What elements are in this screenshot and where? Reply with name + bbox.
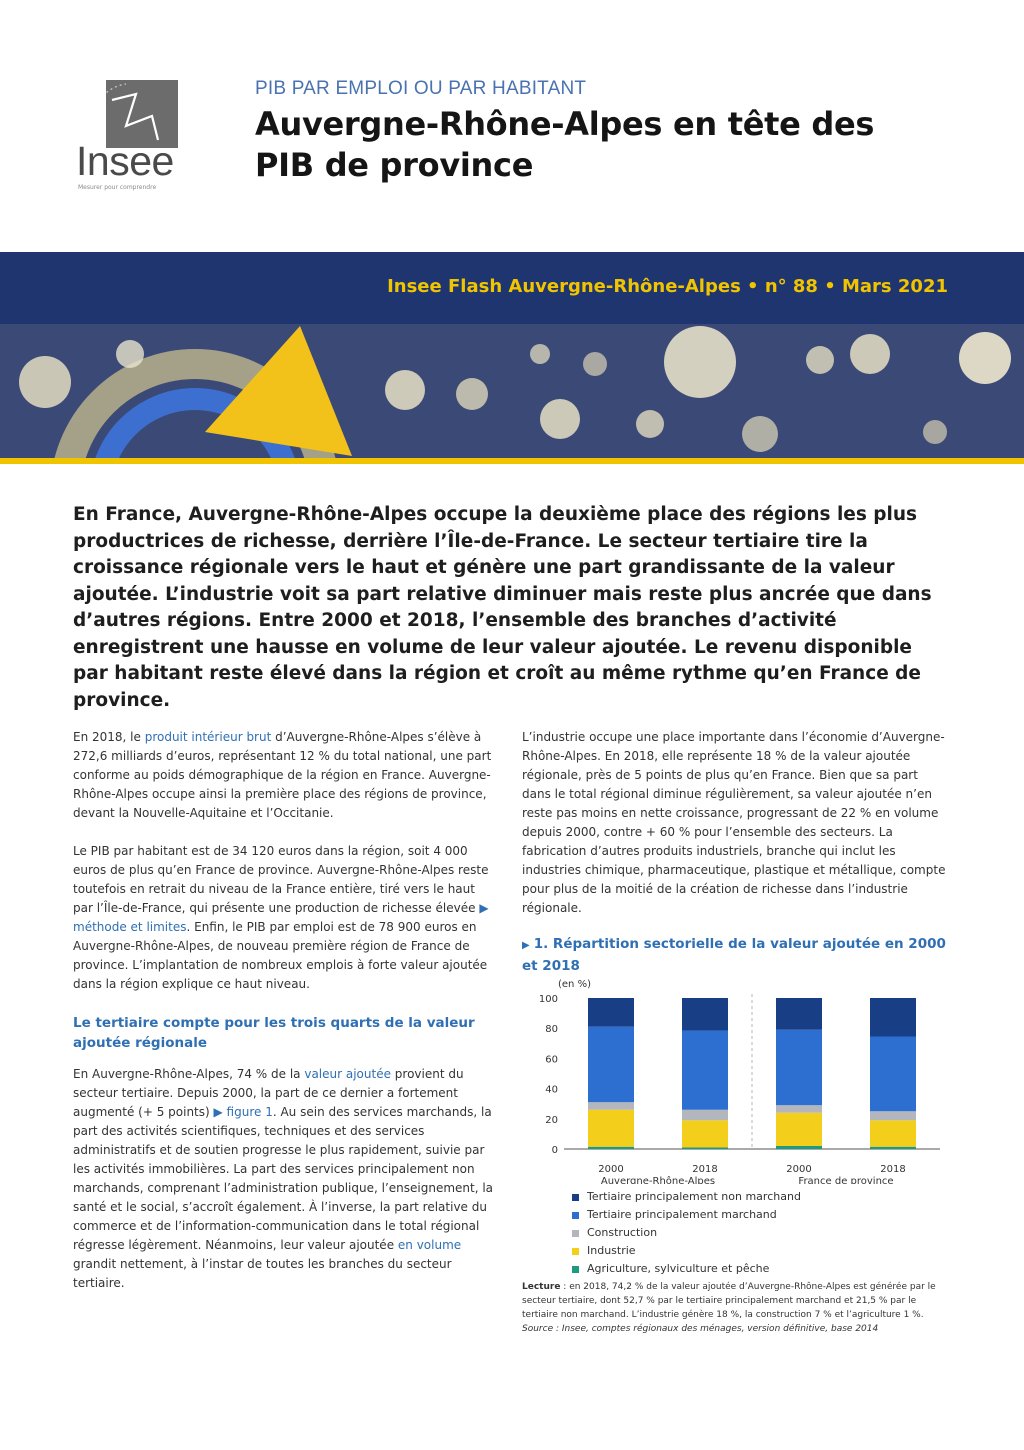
legend-swatch [572, 1230, 579, 1237]
y-unit-label: (en %) [558, 979, 591, 990]
section-heading: Le tertiaire compte pour les trois quarts de la valeur ajoutée régionale [73, 1015, 475, 1051]
legend-swatch [572, 1194, 579, 1201]
bar-segment [588, 1110, 634, 1147]
legend-label: Tertiaire principalement marchand [587, 1208, 777, 1221]
logo-tagline: Mesurer pour comprendre [78, 184, 157, 191]
note-source: Source : Insee, comptes régionaux des ménages, version définitive, base 2014 [522, 1324, 879, 1334]
bar-segment [776, 1030, 822, 1106]
legend-item [572, 1224, 952, 1242]
figure-marker-icon: ▶ [522, 940, 530, 951]
kicker: PIB PAR EMPLOI OU PAR HABITANT [255, 78, 587, 99]
publication-band [0, 252, 1024, 324]
left-column [73, 728, 497, 1312]
bar-segment [682, 1120, 728, 1147]
x-tick-label: 2000 [786, 1164, 812, 1175]
y-tick-label: 0 [551, 1145, 558, 1156]
chart-svg [522, 974, 952, 1184]
paragraph-industrie: L’industrie occupe une place importante dans l’économie d’Auvergne-Rhône-Alpes. En 2018, elle représente 18 % de la valeur ajoutée régionale, près de 5 points de plus qu’en France. Bien que sa part dans le total régional diminue régulièrement, sa valeur ajoutée n’en reste pas moins en nette croissance, progressant de 22 % en volume depuis 2000, contre + 60 % pour l’ensemble des secteurs. La fabrication d’autres produits industriels, branche qui inclut les industries chimique, pharmaceutique, plastique et métallique, compte pour plus de la moitié de la création de richesse dans l’industrie régionale. [522, 730, 946, 915]
x-tick-label: 2018 [880, 1164, 906, 1175]
link-methode-limites[interactable]: ▶ méthode et limites [73, 901, 489, 934]
bar-segment [870, 998, 916, 1037]
y-tick-label: 80 [545, 1024, 558, 1036]
bar-segment [870, 1037, 916, 1112]
y-tick-label: 100 [538, 994, 558, 1005]
bar-segment [682, 1030, 728, 1109]
bar-segment [870, 1120, 916, 1146]
banner-illustration [0, 324, 1024, 464]
bar-segment [776, 1105, 822, 1113]
bar-segment [870, 1147, 916, 1149]
paragraph-pib: En 2018, le produit intérieur brut d’Auvergne-Rhône-Alpes s’élève à 272,6 milliards d’euros, représentant 12 % du total national, une part conforme au poids démographique de la région en France. Auvergne-Rhône-Alpes occupe ainsi la première place des régions de province, devant la Nouvelle-Aquitaine et l’Occitanie. [73, 730, 492, 820]
insee-logo [72, 76, 192, 191]
bar-segment [776, 1146, 822, 1149]
legend-label: Agriculture, sylviculture et pêche [587, 1262, 770, 1275]
logo-wordmark: Insee [76, 138, 174, 184]
page-title: Auvergne-Rhône-Alpes en tête des PIB de province [255, 105, 875, 184]
lead-paragraph: En France, Auvergne-Rhône-Alpes occupe la deuxième place des régions les plus productrices de richesse, derrière l’Île-de-France. Le secteur tertiaire tire la croissance régionale vers le haut et génère une part grandissante de la valeur ajoutée. L’industrie voit sa part relative diminuer mais reste plus ancrée que dans d’autres régions. Entre 2000 et 2018, l’ensemble des branches d’activité enregistrent une hausse en volume de leur valeur ajoutée. Le revenu disponible par habitant reste élevé dans la région et croît au même rythme qu’en France de province. [73, 504, 932, 711]
y-tick-label: 40 [545, 1084, 558, 1096]
paragraph-tertiaire: En Auvergne-Rhône-Alpes, 74 % de la valeur ajoutée provient du secteur tertiaire. Depuis 2000, la part de ce dernier a fortement augmenté (+ 5 points) ▶ figure 1. Au sein des services marchands, la part des activités scientifiques, techniques et des services administratifs et de soutien progresse le plus rapidement, suivie par les activités immobilières. La part des services principalement non marchands, comprenant l’administration publique, l’enseignement, la santé et le social, s’accroît également. À l’inverse, la part relative du commerce et de l’information-communication dans le total régional régresse légèrement. Néanmoins, leur valeur ajoutée en volume grandit nettement, à l’instar de toutes les branches du secteur tertiaire. [73, 1067, 494, 1290]
bar-segment [588, 998, 634, 1027]
x-tick-label: 2000 [598, 1164, 624, 1175]
bar-segment [776, 998, 822, 1030]
bar-segment [588, 1147, 634, 1149]
bar-segment [682, 998, 728, 1030]
legend-swatch [572, 1212, 579, 1219]
group-label: Auvergne-Rhône-Alpes [600, 1176, 716, 1184]
legend-item [572, 1188, 952, 1206]
legend-label: Tertiaire principalement non marchand [587, 1190, 801, 1203]
legend-swatch [572, 1248, 579, 1255]
link-valeur-ajoutee[interactable]: valeur ajoutée [304, 1067, 391, 1081]
link-produit-interieur-brut[interactable]: produit intérieur brut [144, 730, 272, 744]
figure-title: ▶ 1. Répartition sectorielle de la valeur ajoutée en 2000 et 2018 [522, 936, 946, 974]
bar-segment [682, 1110, 728, 1121]
banner-graphic [0, 324, 1024, 464]
legend-item [572, 1206, 952, 1224]
legend-label: Construction [587, 1226, 658, 1239]
right-column [522, 728, 946, 937]
legend-item [572, 1242, 952, 1260]
bar-segment [588, 1102, 634, 1110]
bar-segment [588, 1027, 634, 1103]
x-tick-label: 2018 [692, 1164, 718, 1175]
bar-segment [870, 1111, 916, 1120]
y-tick-label: 60 [545, 1054, 558, 1066]
link-en-volume[interactable]: en volume [397, 1238, 462, 1252]
paragraph-pib-habitant: Le PIB par habitant est de 34 120 euros dans la région, soit 4 000 euros de plus qu’en France de province. Auvergne-Rhône-Alpes reste toutefois en retrait du niveau de la France entière, tiré vers le haut par l’Île-de-France, qui présente une production de richesse élevée ▶ méthode et limites. Enfin, le PIB par emploi est de 78 900 euros en Auvergne-Rhône-Alpes, de nouveau première région de France de province. L’implantation de nombreux emplois à forte valeur ajoutée dans la région explique ce haut niveau. [73, 844, 489, 991]
y-tick-label: 20 [545, 1114, 558, 1126]
legend-label: Industrie [587, 1244, 636, 1257]
publication-label: Insee Flash Auvergne-Rhône-Alpes • n° 88 • Mars 2021 [387, 276, 948, 297]
legend-swatch [572, 1266, 579, 1273]
stacked-bar-chart [522, 974, 952, 1188]
link-figure-1[interactable]: ▶ figure 1 [213, 1105, 273, 1119]
group-label: France de province [798, 1176, 894, 1184]
bar-segment [776, 1113, 822, 1146]
bar-segment [682, 1147, 728, 1149]
figure-note [522, 1280, 952, 1336]
legend-item [572, 1260, 952, 1278]
chart-legend [572, 1188, 952, 1278]
note-lecture: Lecture : en 2018, 74,2 % de la valeur ajoutée d’Auvergne-Rhône-Alpes est générée par le secteur tertiaire, dont 52,7 % par le tertiaire principalement marchand et 21,5 % par le tertiaire non marchand. L’industrie génère 18 %, la construction 7 % et l’agriculture 1 %. [522, 1282, 936, 1320]
